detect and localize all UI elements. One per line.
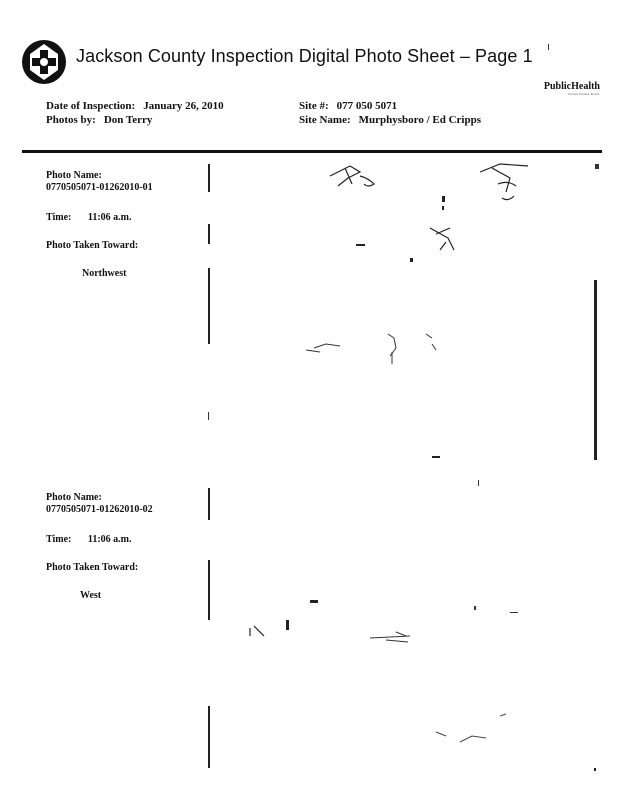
photo-2-toward-value: West — [80, 590, 102, 601]
brand-name: PublicHealth — [543, 81, 600, 92]
photos-by-value: Don Terry — [103, 114, 153, 126]
brand-tagline: Prevent. Promote. Protect. — [568, 92, 600, 96]
date-label: Date of Inspection: — [46, 100, 136, 112]
photo-1-image — [210, 158, 602, 468]
site-number — [299, 100, 397, 112]
photo-1-time — [46, 212, 131, 223]
photo-2-time-label: Time: — [46, 534, 72, 545]
photo-1-toward-label: Photo Taken Toward: — [46, 240, 139, 251]
public-health-emblem-icon — [20, 38, 68, 86]
photo-2-info — [46, 492, 153, 516]
photos-by — [46, 114, 152, 126]
date-of-inspection — [46, 100, 224, 112]
public-health-brand — [544, 82, 600, 96]
site-name-value: Murphysboro / Ed Cripps — [358, 114, 481, 126]
photo-1-time-label: Time: — [46, 212, 72, 223]
site-name — [299, 114, 481, 126]
photo-1-name-value: 0770505071-01262010-01 — [46, 182, 153, 193]
header-divider — [22, 150, 602, 153]
site-number-label: Site #: — [299, 100, 329, 112]
photo-1-info — [46, 170, 153, 194]
photo-2-name-label: Photo Name: — [46, 492, 102, 503]
photo-2-time — [46, 534, 131, 545]
scan-speck — [548, 44, 549, 50]
page-title: Jackson County Inspection Digital Photo Sheet – Page 1 — [76, 46, 533, 66]
site-name-label: Site Name: — [299, 114, 351, 126]
photo-2-time-value: 11:06 a.m. — [87, 534, 132, 545]
site-number-value: 077 050 5071 — [336, 100, 398, 112]
scan-speck — [595, 164, 599, 169]
scan-speck — [208, 412, 209, 420]
photo-2-toward-label: Photo Taken Toward: — [46, 562, 139, 573]
photo-1-name-label: Photo Name: — [46, 170, 102, 181]
photo-2-name-value: 0770505071-01262010-02 — [46, 504, 153, 515]
scan-speck — [478, 480, 479, 486]
date-value: January 26, 2010 — [143, 100, 224, 112]
photos-by-label: Photos by: — [46, 114, 96, 126]
photo-1-time-value: 11:06 a.m. — [87, 212, 132, 223]
photo-1-toward-value: Northwest — [82, 268, 127, 279]
photo-2-image — [210, 480, 602, 780]
